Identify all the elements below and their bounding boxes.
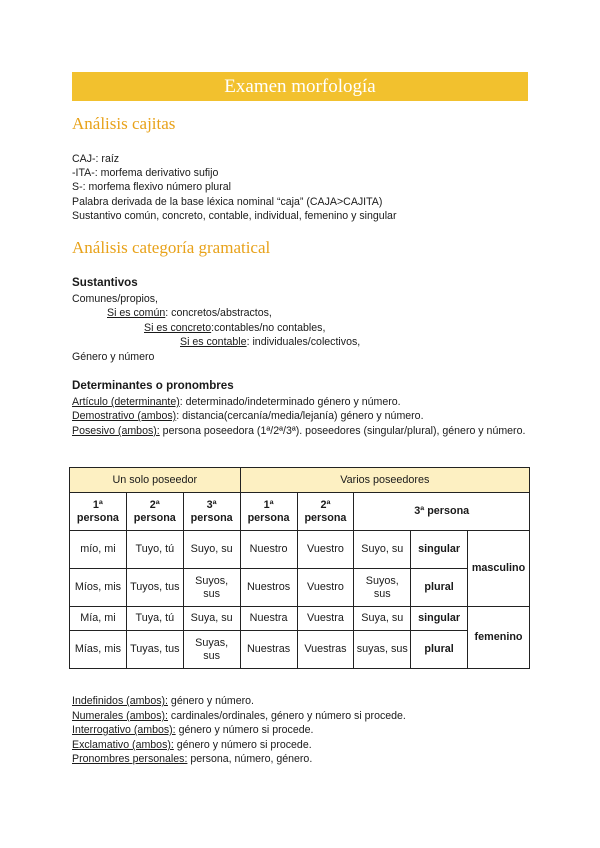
table-cell: Suyos, sus	[354, 569, 411, 607]
subheader-cell: 3ª persona	[354, 493, 530, 531]
comun-label: Si es común	[107, 307, 166, 319]
number-cell: singular	[411, 531, 468, 569]
subheader-cell: 3ª persona	[183, 493, 240, 531]
cajitas-line: CAJ-: raíz	[72, 153, 120, 165]
table-cell: Nuestras	[240, 631, 297, 669]
header-varios-poseedores: Varios poseedores	[240, 468, 529, 493]
cajitas-line: S-: morfema flexivo número plural	[72, 181, 231, 193]
subheader-cell: 2ª persona	[126, 493, 183, 531]
table-subheader-row	[70, 493, 530, 531]
genero-numero-line: Género y número	[72, 351, 155, 363]
table-cell: Míos, mis	[70, 569, 127, 607]
section-heading-categoria: Análisis categoría gramatical	[72, 238, 271, 257]
header-un-solo-poseedor: Un solo poseedor	[70, 468, 241, 493]
contable-text: : individuales/colectivos,	[246, 336, 361, 348]
demostrativo-line	[72, 409, 424, 423]
cajitas-line: -ITA-: morfema derivativo sufijo	[72, 167, 219, 179]
table-cell: Suyo, su	[183, 531, 240, 569]
pronombres-text: persona, número, género.	[187, 753, 313, 765]
concreto-text: :contables/no contables,	[211, 322, 326, 334]
contable-label: Si es contable	[180, 336, 247, 348]
number-cell: plural	[411, 631, 468, 669]
sustantivos-heading: Sustantivos	[72, 276, 138, 289]
posesivo-label: Posesivo (ambos):	[72, 425, 160, 437]
table-cell: Suyas, sus	[183, 631, 240, 669]
posesivo-line	[72, 424, 528, 439]
exclamativo-line	[72, 738, 312, 752]
subheader-cell: 2ª persona	[297, 493, 354, 531]
interrogativo-text: género y número si procede.	[175, 724, 314, 736]
table-cell: Suya, su	[183, 607, 240, 631]
table-cell: Vuestro	[297, 531, 354, 569]
posesivo-text: persona poseedora (1ª/2ª/3ª). poseedores (singular/plural), género y número.	[159, 425, 526, 437]
indefinidos-text: género y número.	[167, 695, 254, 707]
table-cell: Vuestro	[297, 569, 354, 607]
table-cell: Suya, su	[354, 607, 411, 631]
table-cell: Nuestra	[240, 607, 297, 631]
table-cell: Nuestro	[240, 531, 297, 569]
table-header-row	[70, 468, 530, 493]
pronombres-line	[72, 752, 312, 766]
number-cell: singular	[411, 607, 468, 631]
table-cell: Vuestras	[297, 631, 354, 669]
demostrativo-text: : distancia(cercanía/media/lejanía) género y número.	[176, 410, 424, 422]
table-row	[70, 631, 530, 669]
number-cell: plural	[411, 569, 468, 607]
section-heading-cajitas: Análisis cajitas	[72, 114, 176, 133]
concreto-label: Si es concreto	[144, 322, 212, 334]
cajitas-line: Palabra derivada de la base léxica nominal “caja” (CAJA>CAJITA)	[72, 196, 383, 208]
table-cell: Suyo, su	[354, 531, 411, 569]
subheader-cell: 1ª persona	[70, 493, 127, 531]
table-cell: suyas, sus	[354, 631, 411, 669]
comun-text: : concretos/abstractos,	[165, 307, 272, 319]
cajitas-line: Sustantivo común, concreto, contable, individual, femenino y singular	[72, 210, 397, 222]
sustantivos-concreto-line	[144, 321, 325, 335]
pronombres-label: Pronombres personales:	[72, 753, 188, 765]
table-cell: Mías, mis	[70, 631, 127, 669]
table-cell: mío, mi	[70, 531, 127, 569]
table-cell: Tuyas, tus	[126, 631, 183, 669]
demostrativo-label: Demostrativo (ambos)	[72, 410, 177, 422]
numerales-line	[72, 709, 406, 723]
sustantivos-comun-line	[107, 306, 272, 320]
table-cell: Tuyos, tus	[126, 569, 183, 607]
subheader-cell: 1ª persona	[240, 493, 297, 531]
table-cell: Tuyo, tú	[126, 531, 183, 569]
posesivos-table	[69, 467, 530, 669]
interrogativo-line	[72, 723, 313, 737]
document-title: Examen morfología	[72, 72, 528, 101]
articulo-line	[72, 395, 401, 409]
table-row	[70, 569, 530, 607]
exclamativo-text: género y número si procede.	[173, 739, 312, 751]
articulo-text: : determinado/indeterminado género y número.	[179, 396, 401, 408]
table-cell: Nuestros	[240, 569, 297, 607]
indefinidos-label: Indefinidos (ambos):	[72, 695, 168, 707]
sustantivos-contable-line	[180, 335, 360, 349]
indefinidos-line	[72, 694, 254, 708]
table-cell: Suyos, sus	[183, 569, 240, 607]
gender-cell-masculino: masculino	[468, 531, 530, 607]
determinantes-heading: Determinantes o pronombres	[72, 379, 234, 392]
numerales-label: Numerales (ambos):	[72, 710, 168, 722]
interrogativo-label: Interrogativo (ambos):	[72, 724, 176, 736]
table-row	[70, 607, 530, 631]
table-cell: Tuya, tú	[126, 607, 183, 631]
gender-cell-femenino: femenino	[468, 607, 530, 669]
numerales-text: cardinales/ordinales, género y número si procede.	[167, 710, 406, 722]
sustantivos-line: Comunes/propios,	[72, 293, 158, 305]
table-cell: Mía, mi	[70, 607, 127, 631]
table-cell: Vuestra	[297, 607, 354, 631]
exclamativo-label: Exclamativo (ambos):	[72, 739, 174, 751]
table-row	[70, 531, 530, 569]
articulo-label: Artículo (determinante)	[72, 396, 180, 408]
